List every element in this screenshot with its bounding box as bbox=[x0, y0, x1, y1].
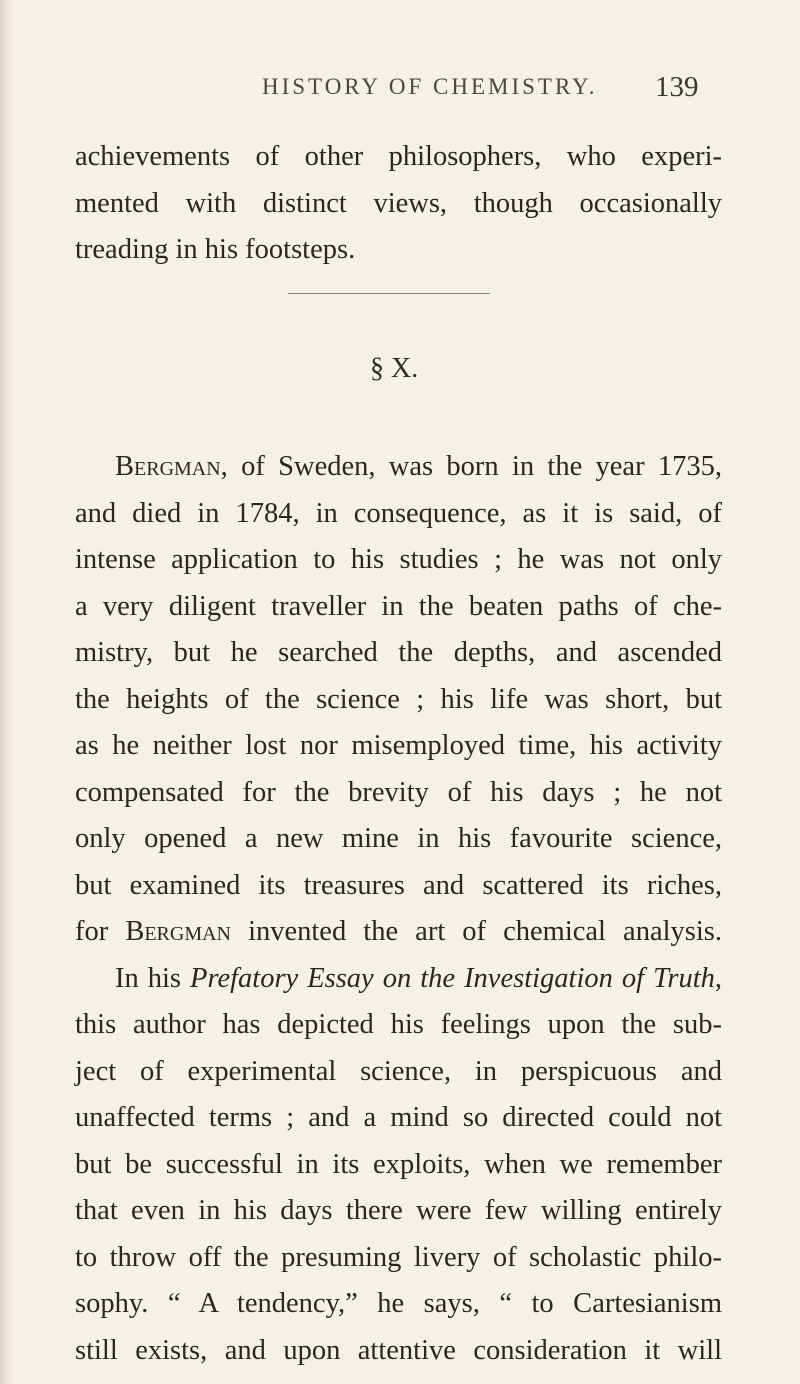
running-title: HISTORY OF CHEMISTRY. bbox=[262, 74, 598, 99]
body-paragraph bbox=[75, 444, 722, 1374]
text-line: but be successful in its exploits, when we remember bbox=[75, 1148, 722, 1180]
text-run: invented the art of chemical analysis. bbox=[231, 916, 722, 947]
text-line: treading in his footsteps. bbox=[75, 234, 356, 265]
text-line: still exists, and upon attentive consideration it will bbox=[75, 1334, 722, 1366]
intro-paragraph bbox=[75, 134, 722, 274]
text-line: intense application to his studies ; he was not only bbox=[75, 544, 722, 575]
text-line: but examined its treasures and scattered its riches, bbox=[75, 869, 722, 901]
text-line: mented with distinct views, though occasionally bbox=[75, 187, 722, 219]
running-head bbox=[0, 71, 800, 114]
section-divider bbox=[288, 293, 490, 294]
text-run: of bbox=[612, 962, 654, 994]
section-heading: § X. bbox=[370, 353, 419, 384]
text-line: only opened a new mine in his favourite science, bbox=[75, 823, 722, 854]
page-number: 139 bbox=[655, 71, 699, 103]
text-line: achievements of other philosophers, who experi- bbox=[75, 141, 722, 172]
text-line: this author has depicted his feelings upon the sub- bbox=[75, 1009, 722, 1040]
text-run: In his bbox=[115, 962, 191, 994]
text-line: that even in his days there were few willing entirely bbox=[75, 1195, 722, 1226]
book-title: Prefatory Essay bbox=[190, 962, 374, 994]
text-line bbox=[75, 956, 722, 1003]
text-line bbox=[75, 909, 722, 956]
text-line: and died in 1784, in consequence, as it is said, of bbox=[75, 497, 722, 529]
text-line: compensated for the brevity of his days ; he not bbox=[75, 776, 722, 808]
text-run: , bbox=[714, 962, 722, 994]
text-run: of Sweden, was born in the year 1735, bbox=[227, 451, 722, 482]
name-bergman: Bergman bbox=[125, 916, 231, 947]
page-binding-edge bbox=[0, 0, 14, 1384]
text-line: ject of experimental science, in perspicuous and bbox=[75, 1055, 722, 1087]
book-title: Investigation bbox=[464, 962, 613, 994]
text-run: for bbox=[75, 916, 126, 947]
text-line: sophy. “ A tendency,” he says, “ to Cartesianism bbox=[75, 1288, 722, 1319]
text-run: on the bbox=[373, 962, 465, 994]
text-line bbox=[75, 444, 722, 491]
name-bergman: Bergman, bbox=[115, 451, 228, 482]
text-line: mistry, but he searched the depths, and ascended bbox=[75, 637, 722, 668]
text-line: as he neither lost nor misemployed time, his activity bbox=[75, 730, 722, 761]
text-line: unaffected terms ; and a mind so directed could not bbox=[75, 1102, 722, 1133]
text-line: the heights of the science ; his life was short, but bbox=[75, 683, 722, 715]
text-line: a very diligent traveller in the beaten paths of che- bbox=[75, 590, 722, 622]
book-title: Truth bbox=[653, 962, 715, 994]
text-line: to throw off the presuming livery of scholastic philo- bbox=[75, 1241, 722, 1273]
